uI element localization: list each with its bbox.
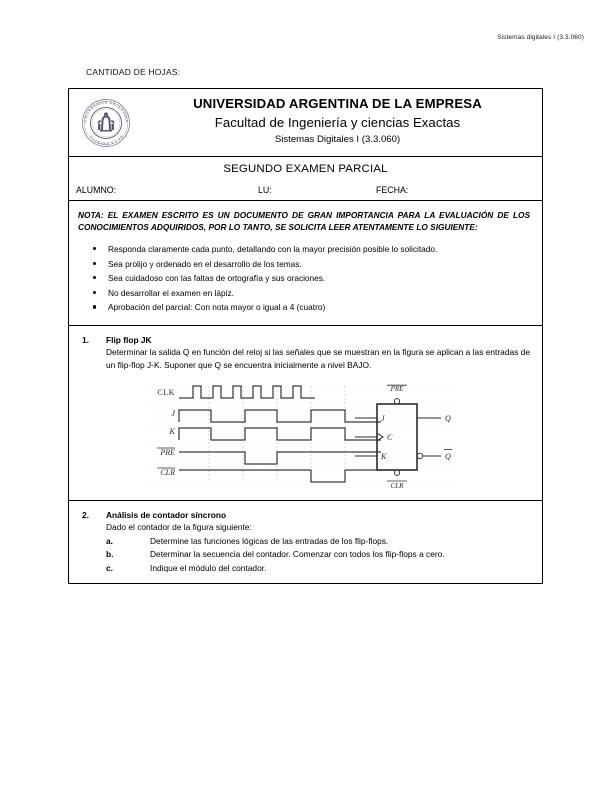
jk-flip-flop-timing-figure: [78, 380, 530, 492]
exercise-2-title: Análisis de contador síncrono: [106, 509, 227, 520]
student-fields: [69, 185, 542, 195]
list-item-label: No desarrollar el examen en lápiz.: [108, 287, 234, 298]
bullet-icon: [93, 305, 96, 308]
cantidad-de-hojas-label: CANTIDAD DE HOJAS:: [86, 67, 181, 77]
svg-text:CLR: CLR: [390, 481, 404, 490]
list-item: [78, 548, 530, 562]
list-item-label: Aprobación del parcial: Con nota mayor o igual a 4 (cuatro): [108, 302, 326, 313]
document-header: [69, 89, 542, 157]
list-item: [78, 535, 530, 549]
list-item: [78, 562, 530, 576]
list-item: [78, 243, 530, 256]
list-item: [78, 272, 530, 285]
svg-text:K: K: [381, 451, 387, 461]
list-item-label: Responda claramente cada punto, detallando con la mayor precisión posible lo solicitado.: [108, 244, 438, 255]
item-text-c: Indique el módulo del contador.: [150, 562, 267, 573]
field-alumno[interactable]: ALUMNO:: [76, 185, 117, 195]
svg-text:J: J: [381, 413, 385, 423]
university-seal-icon: [81, 98, 131, 148]
svg-text:CLR: CLR: [160, 467, 175, 477]
course-name: Sistemas Digitales I (3.3.060): [274, 133, 401, 145]
svg-text:CLK: CLK: [157, 387, 175, 397]
exercise-2: [69, 501, 542, 584]
bullet-icon: [93, 291, 96, 294]
item-text-a: Determine las funciones lógicas de las entradas de los flip-flops.: [150, 535, 389, 546]
university-name: UNIVERSIDAD ARGENTINA DE LA EMPRESA: [193, 96, 482, 111]
item-key-c: c.: [106, 562, 113, 573]
svg-text:Q: Q: [445, 451, 451, 461]
list-item-label: Sea prolijo y ordenado en el desarrollo de los temas.: [108, 258, 302, 269]
exam-sheet: [68, 88, 543, 584]
exercise-1-heading: [78, 335, 530, 345]
exercise-2-heading: [78, 510, 530, 520]
faculty-name: Facultad de Ingeniería y ciencias Exactas: [214, 114, 461, 130]
svg-text:DE LA EMPRESA: DE LA EMPRESA: [88, 133, 124, 146]
running-head: Sistemas digitales I (3.3.060): [497, 34, 584, 41]
nota-text: NOTA: EL EXAMEN ESCRITO ES UN DOCUMENTO DE GRAN IMPORTANCIA PARA LA EVALUACIÓN DE LOS CONOCIMIENTOS ADQUIRIDOS, POR LO TANTO, SE SOLICITA LEER ATENTAMENTE LO SIGUIENTE:: [78, 210, 530, 233]
bullet-icon: [93, 247, 96, 250]
header-titles: [143, 89, 542, 156]
exercise-1: [69, 326, 542, 501]
exercise-2-items: [78, 535, 530, 576]
exam-title-band: [69, 157, 542, 201]
list-item: [78, 258, 530, 271]
svg-text:Q: Q: [445, 413, 451, 423]
item-key-b: b.: [106, 549, 114, 560]
list-item: [78, 301, 530, 314]
exercise-1-number: 1.: [82, 335, 89, 346]
svg-text:UNIVERSIDAD ARGENTINA: UNIVERSIDAD ARGENTINA: [83, 99, 129, 123]
svg-text:C: C: [387, 432, 393, 442]
svg-text:PRE: PRE: [390, 384, 404, 393]
svg-text:K: K: [169, 425, 175, 436]
exercise-1-title: Flip flop JK: [106, 335, 152, 346]
exercise-1-statement: Determinar la salida Q en función del reloj si las señales que se muestran en la figura se aplican a las entradas de un flip-flop J-K. Suponer que Q se encuentra inicialmente a nivel BAJO.: [106, 347, 530, 370]
list-item-label: Sea cuidadoso con las faltas de ortografía y sus oraciones.: [108, 273, 326, 284]
bullet-icon: [93, 262, 96, 265]
item-key-a: a.: [106, 535, 113, 546]
logo-cell: [69, 89, 143, 156]
nota-band: [69, 201, 542, 326]
svg-text:PRE: PRE: [160, 447, 175, 457]
exercise-2-intro: Dado el contador de la figura siguiente:: [106, 521, 252, 532]
list-item: [78, 287, 530, 300]
exercise-2-number: 2.: [82, 509, 89, 520]
instructions-list: [78, 243, 530, 314]
field-lu[interactable]: LU:: [258, 185, 272, 195]
field-fecha[interactable]: FECHA:: [376, 185, 409, 195]
svg-text:J: J: [171, 407, 175, 418]
bullet-icon: [93, 276, 96, 279]
item-text-b: Determinar la secuencia del contador. Comenzar con todos los flip-flops a cero.: [150, 549, 445, 560]
exam-title: SEGUNDO EXAMEN PARCIAL: [223, 163, 388, 175]
